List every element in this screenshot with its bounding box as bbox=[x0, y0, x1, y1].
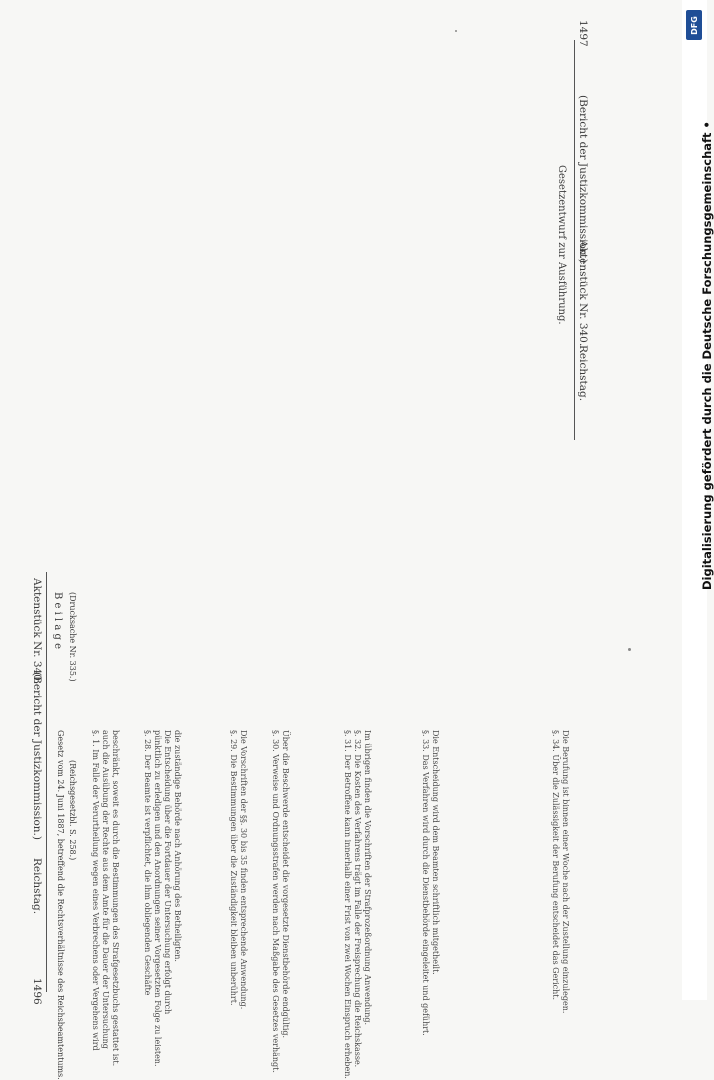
top-page-number: 1497 bbox=[577, 20, 589, 47]
top-section-title: Gesetzentwurf zur Ausführung. bbox=[556, 165, 567, 325]
scan-speck bbox=[628, 648, 631, 651]
body-line: Im übrigen finden die Vorschriften der Strafprozeßordnung Anwendung. bbox=[363, 730, 372, 1026]
bottom-page-number: 1496 bbox=[31, 978, 43, 1005]
dfg-logo: DFG bbox=[686, 10, 702, 40]
beilage-ref: (Drucksache Nr. 335.) bbox=[68, 592, 77, 682]
body-line: §. 31. Der Betroffene kann innerhalb einer Frist von zwei Wochen Einspruch erheben. bbox=[343, 730, 352, 1079]
body-line: Über die Beschwerde entscheidet die vorgesetzte Dienstbehörde endgültig. bbox=[281, 730, 290, 1039]
dfg-banner-text: Digitalisierung gefördert durch die Deutsche Forschungsgemeinschaft • bbox=[700, 121, 714, 590]
top-header-rule bbox=[574, 40, 575, 440]
body-line: §. 34. Über die Zulässigkeit der Berufung entscheidet das Gericht. bbox=[551, 730, 560, 1001]
intro-title: Gesetz vom 24. Juni 1887, betreffend die Rechtsverhältnisse des Reichsbeamtentums. bbox=[56, 730, 65, 1080]
body-line: §. 28. Der Beamte ist verpflichtet, die ihm obliegenden Geschäfte bbox=[143, 730, 152, 996]
body-line: §. 1. Im Falle der Verurtheilung wegen eines Verbrechens oder Vergehens wird bbox=[91, 730, 100, 1051]
bottom-header-rule bbox=[46, 572, 47, 992]
beilage-title: B e i l a g e bbox=[52, 592, 63, 650]
body-line: die zuständige Behörde nach Anhörung des Betheiligten. bbox=[173, 730, 182, 962]
body-line: Die Entscheidung über die Fortdauer der Untersuchung erfolgt durch bbox=[163, 730, 172, 1015]
body-line: beschränkt, soweit es durch die Bestimmungen des Strafgesetzbuchs gestattet ist. bbox=[111, 730, 120, 1067]
top-header-left: Reichstag. bbox=[577, 345, 589, 402]
bottom-header-mid: Aktenstück Nr. 340. bbox=[31, 578, 43, 685]
body-line: §. 29. Die Bestimmungen über die Zuständigkeit bleiben unberührt. bbox=[229, 730, 238, 1006]
body-line: Die Vorschriften der §§. 30 bis 35 finden entsprechende Anwendung. bbox=[239, 730, 248, 1010]
body-line: §. 33. Das Verfahren wird durch die Dienstbehörde eingeleitet und geführt. bbox=[421, 730, 430, 1036]
intro-ref: (Reichsgesetzbl. S. 258.) bbox=[68, 760, 77, 861]
body-line: Die Entscheidung wird dem Beamten schriftlich mitgetheilt. bbox=[431, 730, 440, 975]
top-header-mid: Aktenstück Nr. 340. bbox=[577, 240, 589, 347]
top-header-right: (Bericht der Justizkommission.) bbox=[577, 95, 589, 263]
bottom-header-right: (Bericht der Justizkommission.) bbox=[31, 672, 43, 840]
body-line: §. 30. Verweise und Ordnungsstrafen werden nach Maßgabe des Gesetzes verhängt. bbox=[271, 730, 280, 1073]
body-line: §. 32. Die Kosten des Verfahrens trägt im Falle der Freisprechung die Reichskasse. bbox=[353, 730, 362, 1068]
bottom-header-left: Reichstag. bbox=[31, 858, 43, 915]
body-line: pünktlich zu erledigen und den Anordnungen seiner Vorgesetzten Folge zu leisten. bbox=[153, 730, 162, 1067]
scan-speck bbox=[455, 30, 457, 32]
body-line: auch die Ausübung der Rechte aus dem Amte für die Dauer der Untersuchung bbox=[101, 730, 110, 1049]
body-line: Die Berufung ist binnen einer Woche nach der Zustellung einzulegen. bbox=[561, 730, 570, 1014]
